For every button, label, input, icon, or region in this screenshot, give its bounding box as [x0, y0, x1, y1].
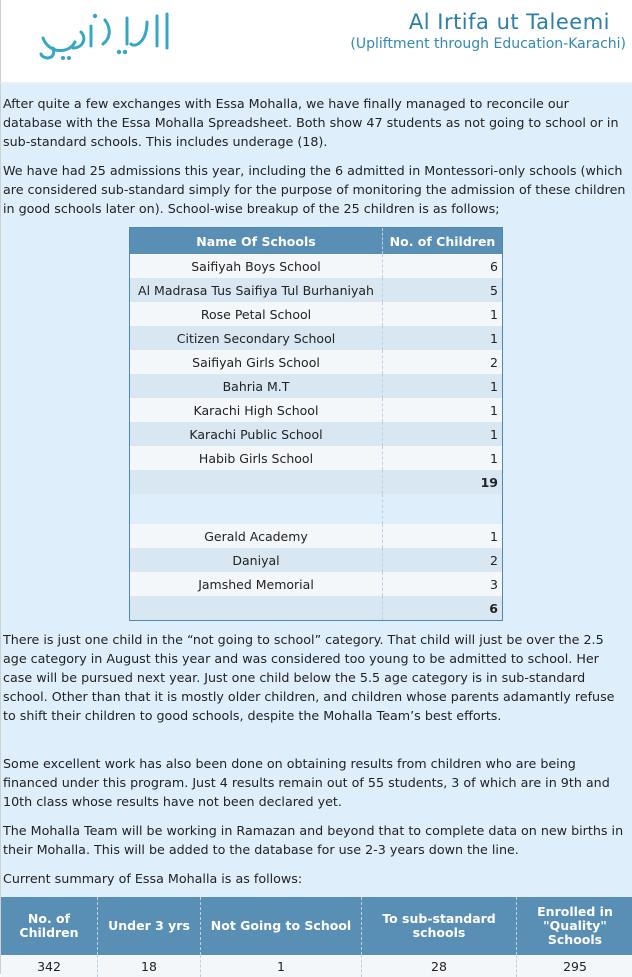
table-row — [130, 446, 503, 470]
school-name: Gerald Academy — [130, 524, 383, 548]
col-quality: Enrolled in "Quality" Schools — [517, 897, 632, 955]
school-name: Citizen Secondary School — [130, 326, 383, 350]
summary-quality: 295 — [517, 955, 632, 977]
summary-intro: Current summary of Essa Mohalla is as follows: — [3, 869, 631, 888]
col-name-of-schools: Name Of Schools — [130, 228, 383, 255]
table-row — [130, 548, 503, 572]
table-row — [130, 524, 503, 548]
summary-sub-standard: 28 — [362, 955, 517, 977]
table-row — [130, 326, 503, 350]
col-sub-standard: To sub-standard schools — [362, 897, 517, 955]
school-name: Rose Petal School — [130, 302, 383, 326]
table-row — [130, 278, 503, 302]
main-content — [0, 84, 632, 974]
summary-under-3: 18 — [98, 955, 201, 977]
school-name: Bahria M.T — [130, 374, 383, 398]
admissions-paragraph: We have had 25 admissions this year, including the 6 admitted in Montessori-only schools (which are considered sub-standard simply for the purpose of monitoring the admission of these children in good schools later on). School-wise breakup of the 25 children is as follows; — [3, 161, 631, 218]
not-going-paragraph: There is just one child in the “not going to school” category. That child will just be over the 2.5 age category in August this year and was considered too young to be admitted to school. Her case will be pursued next year. Just one child below the 5.5 age category is in sub-standard school. Other than that it is mostly older children, and children whose parents adamantly refuse to shift their children to good schools, despite the Mohalla Team’s best efforts. — [3, 630, 631, 725]
school-name: Karachi High School — [130, 398, 383, 422]
summary-table — [1, 897, 632, 977]
site-subtitle: (Upliftment through Education-Karachi) — [350, 36, 626, 52]
subtotal-value: 6 — [383, 596, 503, 621]
subtotal-row — [130, 596, 503, 621]
table-row — [130, 398, 503, 422]
school-count: 2 — [383, 548, 503, 572]
school-count: 1 — [383, 302, 503, 326]
school-count: 2 — [383, 350, 503, 374]
table-row — [130, 350, 503, 374]
site-header — [0, 0, 632, 84]
subtotal-label — [130, 596, 383, 621]
spacer-row — [130, 494, 503, 524]
school-count: 1 — [383, 398, 503, 422]
col-no-of-children: No. of Children — [383, 228, 503, 255]
table-row — [130, 422, 503, 446]
spacer-cell — [130, 494, 383, 524]
summary-children: 342 — [1, 955, 98, 977]
results-paragraph: Some excellent work has also been done on obtaining results from children who are being financed under this program. Just 4 results remain out of 55 students, 3 of which are in 9th and 10th class whose results have not been declared yet. — [3, 754, 631, 811]
site-logo — [35, 8, 175, 64]
summary-not-going: 1 — [201, 955, 362, 977]
school-name: Habib Girls School — [130, 446, 383, 470]
subtotal-row — [130, 470, 503, 494]
mohalla-team-paragraph: The Mohalla Team will be working in Ramazan and beyond that to complete data on new births in their Mohalla. This will be added to the database for use 2-3 years down the line. — [3, 821, 631, 859]
school-name: Al Madrasa Tus Saifiya Tul Burhaniyah — [130, 278, 383, 302]
school-count: 3 — [383, 572, 503, 596]
table-row — [130, 572, 503, 596]
svg-text:الارتقاء التعليمي: الارتقاء التعليمي — [35, 8, 42, 9]
summary-header — [1, 897, 632, 955]
col-no-of-children: No. of Children — [1, 897, 98, 955]
col-under-3: Under 3 yrs — [98, 897, 201, 955]
schools-table — [129, 227, 503, 621]
table-row — [130, 254, 503, 278]
site-title: Al Irtifa ut Taleemi — [409, 10, 610, 34]
schools-table-header — [130, 228, 503, 255]
subtotal-label — [130, 470, 383, 494]
school-count: 1 — [383, 326, 503, 350]
col-not-going: Not Going to School — [201, 897, 362, 955]
table-row — [130, 302, 503, 326]
school-name: Saifiyah Boys School — [130, 254, 383, 278]
school-count: 1 — [383, 374, 503, 398]
school-count: 1 — [383, 422, 503, 446]
subtotal-value: 19 — [383, 470, 503, 494]
school-name: Daniyal — [130, 548, 383, 572]
school-count: 1 — [383, 524, 503, 548]
spacer-cell — [383, 494, 503, 524]
school-name: Jamshed Memorial — [130, 572, 383, 596]
intro-paragraph: After quite a few exchanges with Essa Mohalla, we have finally managed to reconcile our database with the Essa Mohalla Spreadsheet. Both show 47 students as not going to school or in sub-standard schools. This includes underage (18). — [3, 94, 631, 151]
school-count: 6 — [383, 254, 503, 278]
school-count: 1 — [383, 446, 503, 470]
school-count: 5 — [383, 278, 503, 302]
school-name: Saifiyah Girls School — [130, 350, 383, 374]
table-row — [130, 374, 503, 398]
school-name: Karachi Public School — [130, 422, 383, 446]
